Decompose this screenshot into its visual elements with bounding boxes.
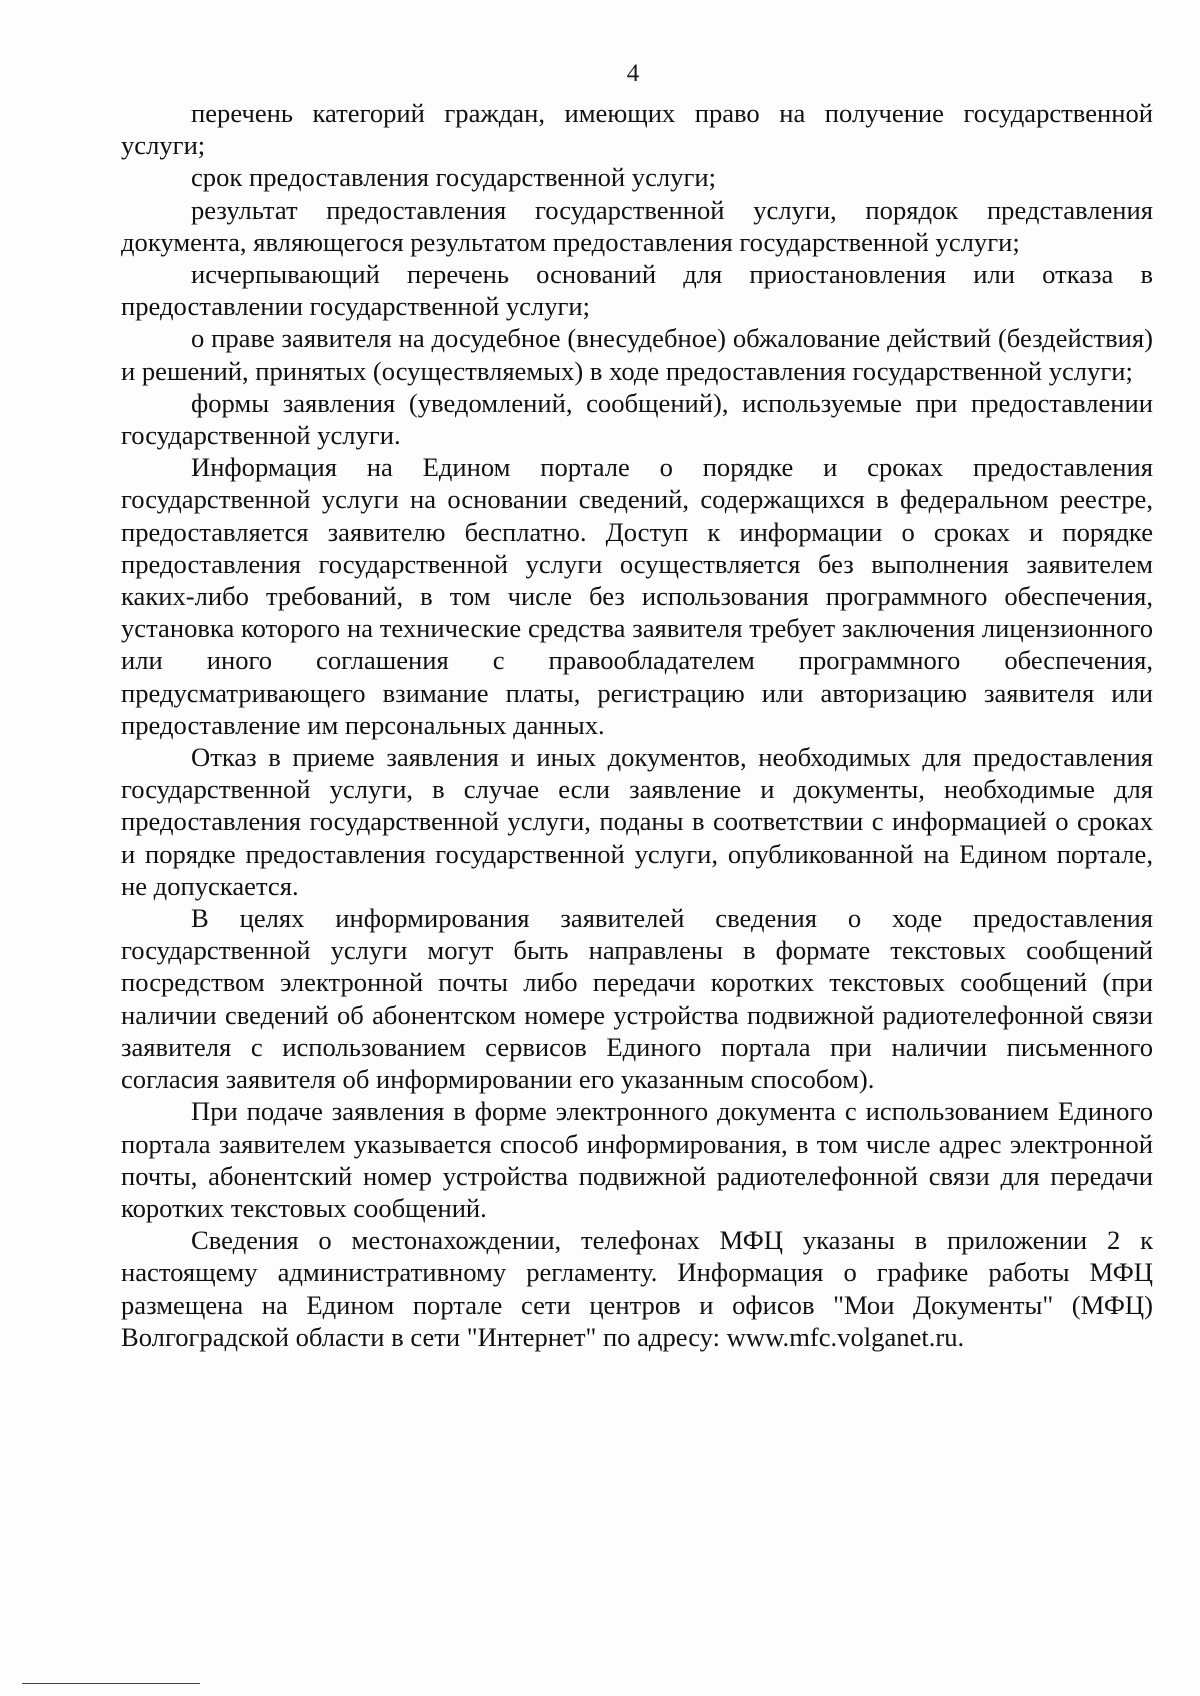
paragraph: срок предоставления государственной услуги; <box>191 162 716 193</box>
paragraph: Сведения о местонахождении, телефонах МФЦ указаны в приложении 2 к настоящему административному регламенту. Информация о графике работы МФЦ размещена на Едином портале сети центров и офисов "Мои Документы" (МФЦ) Волгоградской области в сети "Интернет" по адресу: www.mfc.volganet.ru. <box>121 1225 1153 1352</box>
paragraph: В целях информирования заявителей сведения о ходе предоставления государственной услуги могут быть направлены в формате текстовых сообщений посредством электронной почты либо передачи коротких текстовых сообщений (при наличии сведений об абонентском номере устройства подвижной радиотелефонной связи заявителя с использованием сервисов Единого портала при наличии письменного согласия заявителя об информировании его указанным способом). <box>121 903 1153 1095</box>
document-body <box>121 97 1153 1353</box>
paragraph: исчерпывающий перечень оснований для приостановления или отказа в предоставлении государственной услуги; <box>121 259 1153 322</box>
paragraph: перечень категорий граждан, имеющих право на получение государственной услуги; <box>121 98 1153 161</box>
page-number: 4 <box>626 60 640 87</box>
paragraph: формы заявления (уведомлений, сообщений), используемые при предоставлении государственной услуги. <box>121 387 1153 451</box>
paragraph: результат предоставления государственной услуги, порядок представления документа, являющегося результатом предоставления государственной услуги; <box>121 194 1153 257</box>
footnote-divider <box>22 1683 200 1684</box>
paragraph: о праве заявителя на досудебное (внесудебное) обжалование действий (бездействия) и решений, принятых (осуществляемых) в ходе предоставления государственной услуги; <box>121 323 1153 386</box>
paragraph: При подаче заявления в форме электронного документа с использованием Единого портала заявителем указывается способ информирования, в том числе адрес электронной почты, абонентский номер устройства подвижной радиотелефонной связи для передачи коротких текстовых сообщений. <box>121 1096 1153 1223</box>
paragraph: Информация на Едином портале о порядке и сроках предоставления государственной услуги на основании сведений, содержащихся в федеральном реестре, предоставляется заявителю бесплатно. Доступ к информации о сроках и порядке предоставления государственной услуги осуществляется без выполнения заявителем каких-либо требований, в том числе без использования программного обеспечения, установка которого на технические средства заявителя требует заключения лицензионного или иного соглашения с правообладателем программного обеспечения, предусматривающего взимание платы, регистрацию или авторизацию заявителя или предоставление им персональных данных. <box>121 452 1153 740</box>
paragraph: Отказ в приеме заявления и иных документов, необходимых для предоставления государственной услуги, в случае если заявление и документы, необходимые для предоставления государственной услуги, поданы в соответствии с информацией о сроках и порядке предоставления государственной услуги, опубликованной на Едином портале, не допускается. <box>121 742 1153 901</box>
